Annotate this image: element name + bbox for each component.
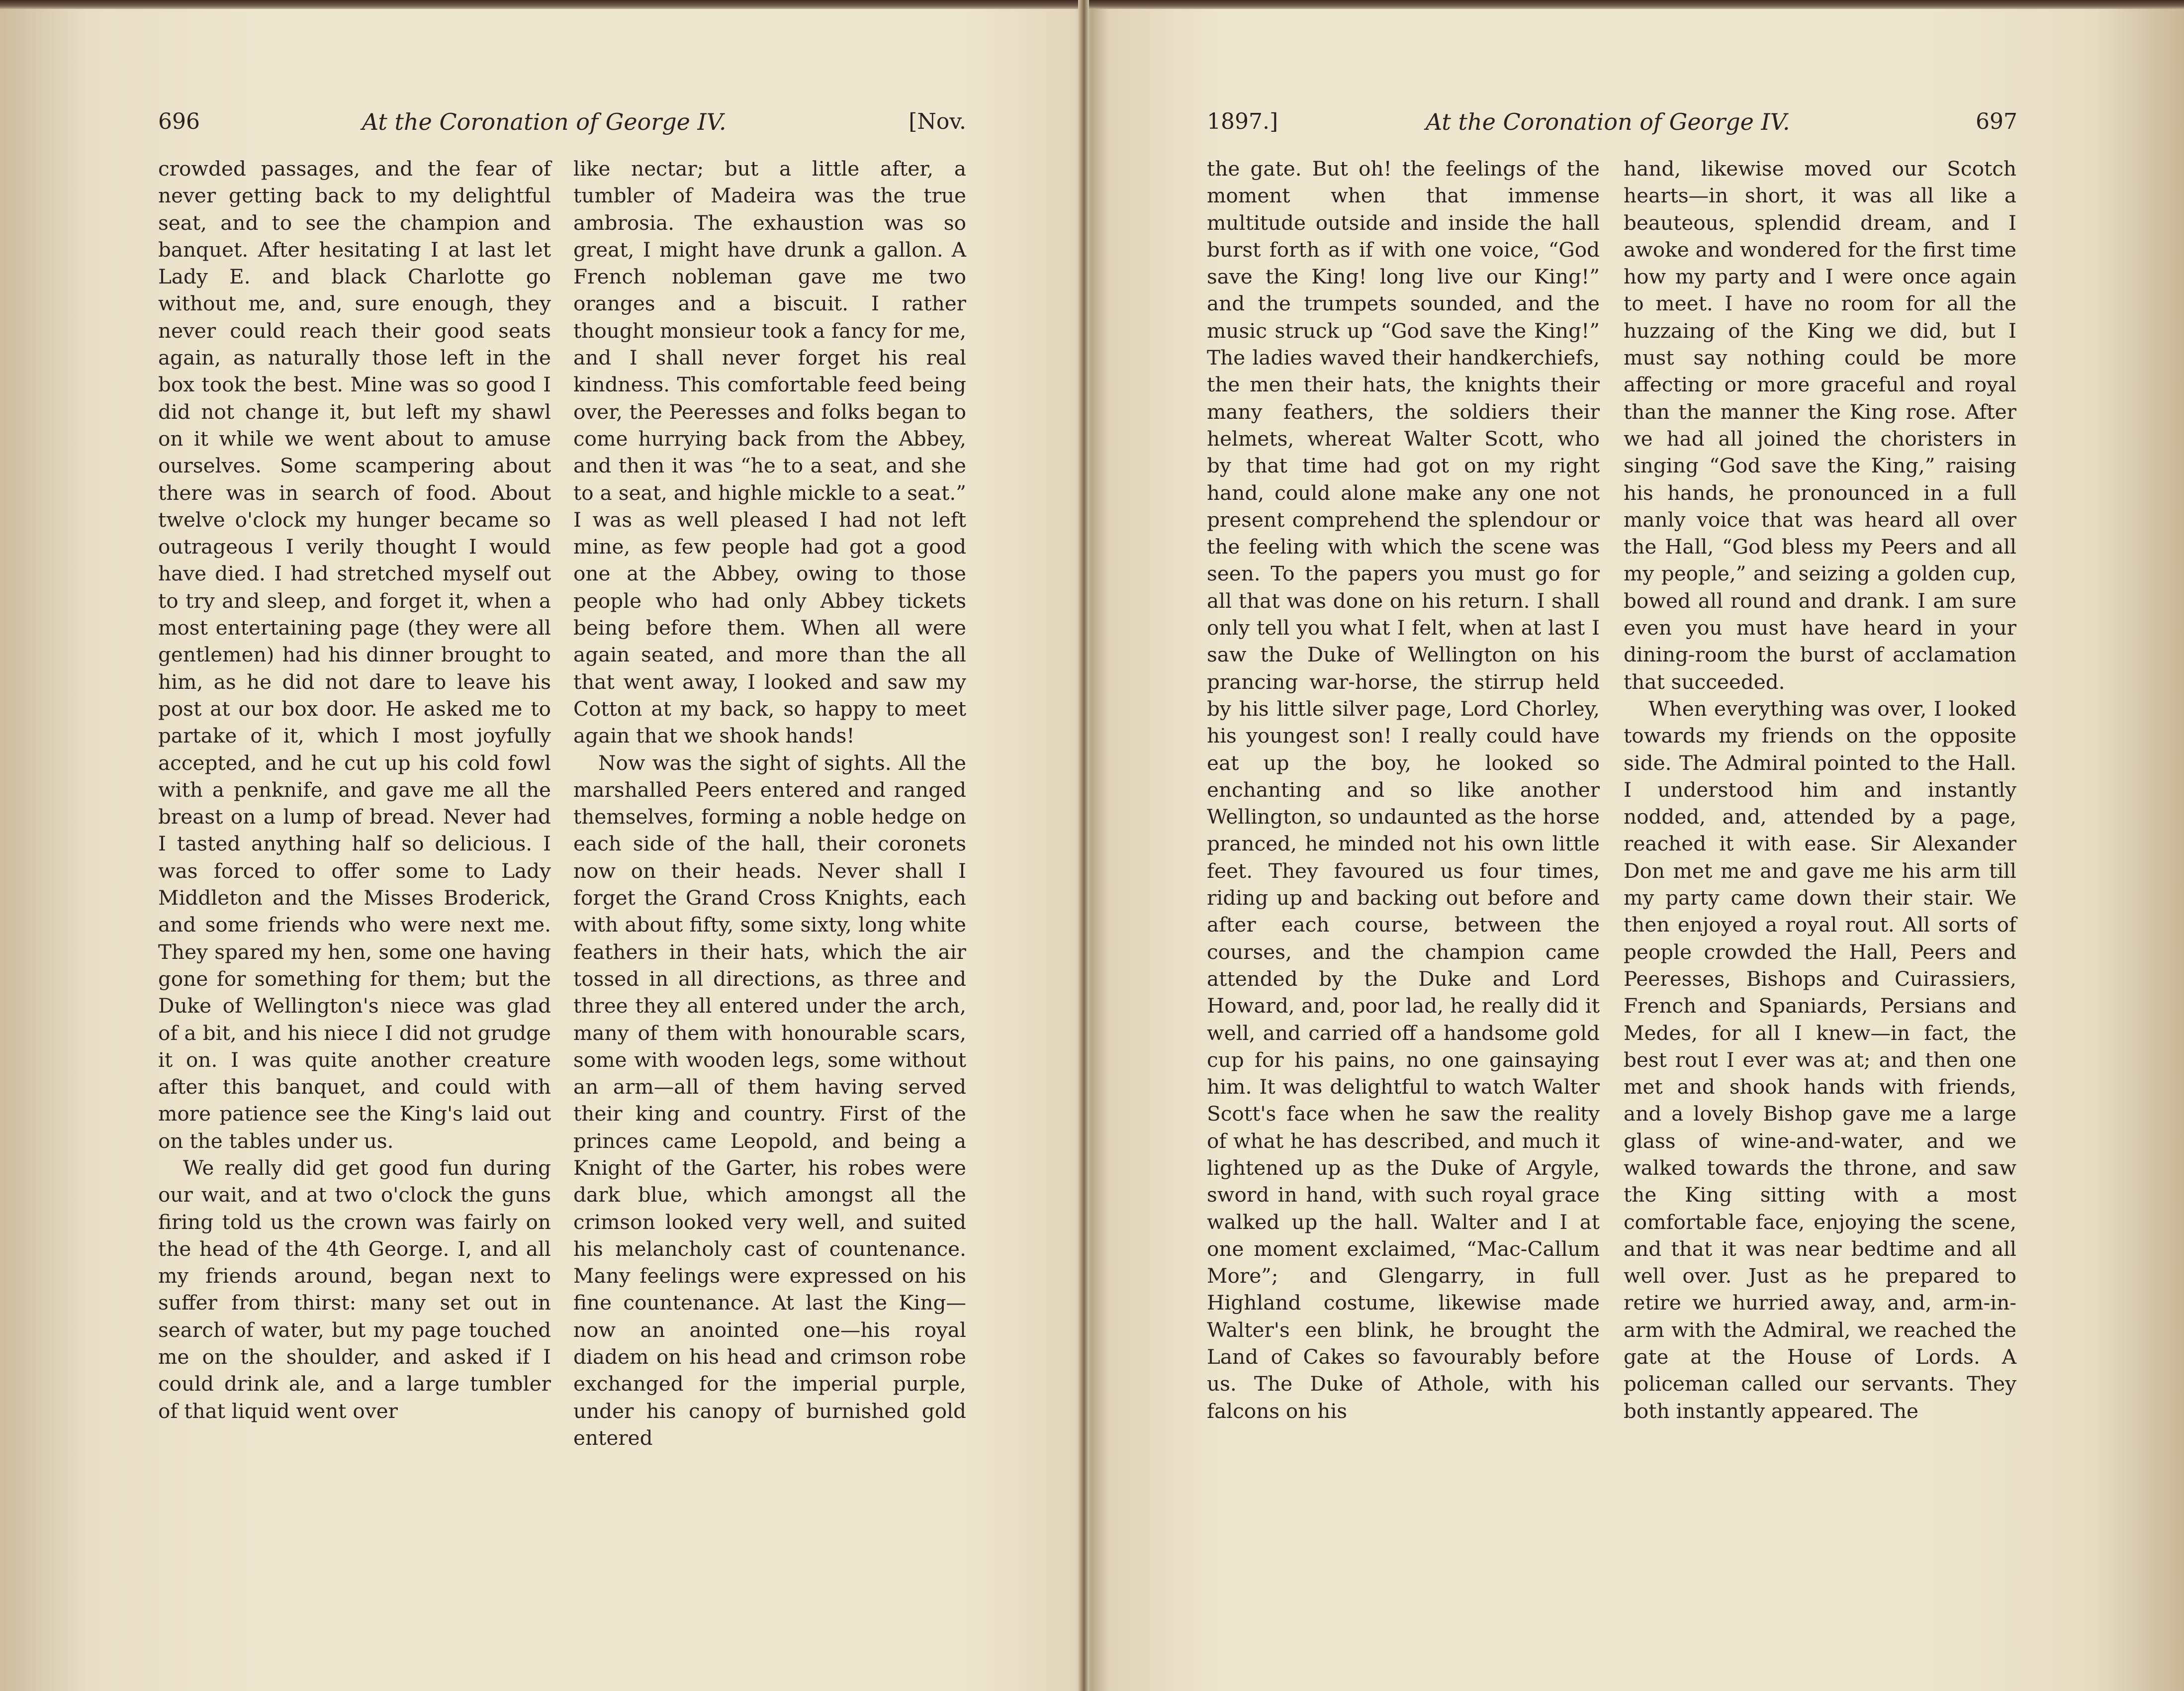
paragraph: Now was the sight of sights. All the marshalled Peers entered and ranged themselves, forming a noble hedge on each side of the hall, their coronets now on their heads. Never shall I forget the Grand Cross Knights, each with about fifty, some sixty, long white feathers in their hats, which the air tossed in all directions, as three and three they all entered under the arch, many of them with honourable scars, some with wooden legs, some without an arm—all of them having served their king and country. First of the princes came Leopold, and being a Knight of the Garter, his robes were dark blue, which amongst all the crimson looked very well, and suited his melancholy cast of countenance. Many feelings were expressed on his fine countenance. At last the King—now an anointed one—his royal diadem on his head and crimson robe exchanged for the imperial purple, under his canopy of burnished gold entered [573,751,966,1450]
right-page [1084,0,2184,1691]
paragraph: hand, likewise moved our Scotch hearts—in short, it was all like a beauteous, splendid dream, and I awoke and wondered for the first time how my party and I were once again to meet. I have no room for all the huzzaing of the King we did, but I must say nothing could be more affecting or more graceful and royal than the manner the King rose. After we had all joined the choristers in singing “God save the King,” raising his hands, he pronounced in a full manly voice that was heard all over the Hall, “God bless my Peers and all my people,” and seizing a golden cup, bowed all round and drank. I am sure even you must have heard in your dining-room the burst of acclamation that succeeded. [1624,157,2016,694]
left-page-header [158,104,966,139]
text-column [1624,155,2016,1424]
text-column [1207,155,1600,1424]
paragraph: When everything was over, I looked towards my friends on the opposite side. The Admiral pointed to the Hall. I understood him and instantly nodded, and, attended by a page, reached it with ease. Sir Alexander Don met me and gave me his arm till my party came down their stair. We then enjoyed a royal rout. All sorts of people crowded the Hall, Peers and Peeresses, Bishops and Cuirassiers, French and Spaniards, Persians and Medes, for all I knew—in fact, the best rout I ever was at; and then one met and shook hands with friends, and a lovely Bishop gave me a large glass of wine-and-water, and we walked towards the throne, and saw the King sitting with a most comfortable face, enjoying the scene, and that it was near bedtime and all well over. Just as he prepared to retire we hurried away, and, arm-in-arm with the Admiral, we reached the gate at the House of Lords. A policeman called our servants. They both instantly appeared. The [1624,696,2016,1423]
page-number: 697 [1976,109,2017,134]
left-page [0,0,1084,1691]
running-title: At the Coronation of George IV. [1426,108,1790,135]
text-column [573,155,966,1451]
paragraph: We really did get good fun during our wait, and at two o'clock the guns firing told us the crown was fairly on the head of the 4th George. I, and all my friends around, began next to suffer from thirst: many set out in search of water, but my page touched me on the shoulder, and asked if I could drink ale, and a large tumbler of that liquid went over [158,1155,551,1423]
running-title: At the Coronation of George IV. [362,108,727,135]
paragraph: like nectar; but a little after, a tumbler of Madeira was the true ambrosia. The exhaustion was so great, I might have drunk a gallon. A French nobleman gave me two oranges and a biscuit. I rather thought monsieur took a fancy for me, and I shall never forget his real kindness. This comfortable feed being over, the Peeresses and folks began to come hurrying back from the Abbey, and then it was “he to a seat, and she to a seat, and highle mickle to a seat.” I was as well pleased I had not left mine, as few people had got a good one at the Abbey, owing to those people who had only Abbey tickets being before them. When all were again seated, and more than the all that went away, I looked and saw my Cotton at my back, so happy to meet again that we shook hands! [573,157,966,748]
page-number: 696 [158,109,200,134]
header-date: [Nov. [909,109,966,134]
paragraph: the gate. But oh! the feelings of the moment when that immense multitude outside and inside the hall burst forth as if with one voice, “God save the King! long live our King!” and the trumpets sounded, and the music struck up “God save the King!” The ladies waved their handkerchiefs, the men their hats, the knights their many feathers, the soldiers their helmets, whereat Walter Scott, who by that time had got on my right hand, could alone make any one not present comprehend the splendour or the feeling with which the scene was seen. To the papers you must go for all that was done on his return. I shall only tell you what I felt, when at last I saw the Duke of Wellington on his prancing war-horse, the stirrup held by his little silver page, Lord Chorley, his youngest son! I really could have eat up the boy, he looked so enchanting and so like another Wellington, so undaunted as the horse pranced, he minded not his own little feet. They favoured us four times, riding up and backing out before and after each course, between the courses, and the champion came attended by the Duke and Lord Howard, and, poor lad, he really did it well, and carried off a handsome gold cup for his pains, no one gainsaying him. It was delightful to watch Walter Scott's face when he saw the reality of what he has described, and much it lightened up as the Duke of Argyle, sword in hand, with such royal grace walked up the hall. Walter and I at one moment exclaimed, “Mac-Callum More”; and Glengarry, in full Highland costume, likewise made Walter's een blink, he brought the Land of Cakes so favourably before us. The Duke of Athole, with his falcons on his [1207,157,1600,1423]
text-column [158,155,551,1424]
paragraph: crowded passages, and the fear of never getting back to my delightful seat, and to see the champion and banquet. After hesitating I at last let Lady E. and black Charlotte go without me, and, sure enough, they never could reach their good seats again, as naturally those left in the box took the best. Mine was so good I did not change it, but left my shawl on it while we went about to amuse ourselves. Some scampering about there was in search of food. About twelve o'clock my hunger became so outrageous I verily thought I would have died. I had stretched myself out to try and sleep, and forget it, when a most entertaining page (they were all gentlemen) had his dinner brought to him, as he did not dare to leave his post at our box door. He asked me to partake of it, which I most joyfully accepted, and he cut up his cold fowl with a penknife, and gave me all the breast on a lump of bread. Never had I tasted anything half so delicious. I was forced to offer some to Lady Middleton and the Misses Broderick, and some friends who were next me. They spared my hen, some one having gone for something for them; but the Duke of Wellington's niece was glad of a bit, and his niece I did not grudge it on. I was quite another creature after this banquet, and could with more patience see the King's laid out on the tables under us. [158,157,551,1153]
header-date: 1897.] [1207,109,1278,134]
right-page-header [1207,104,2017,139]
